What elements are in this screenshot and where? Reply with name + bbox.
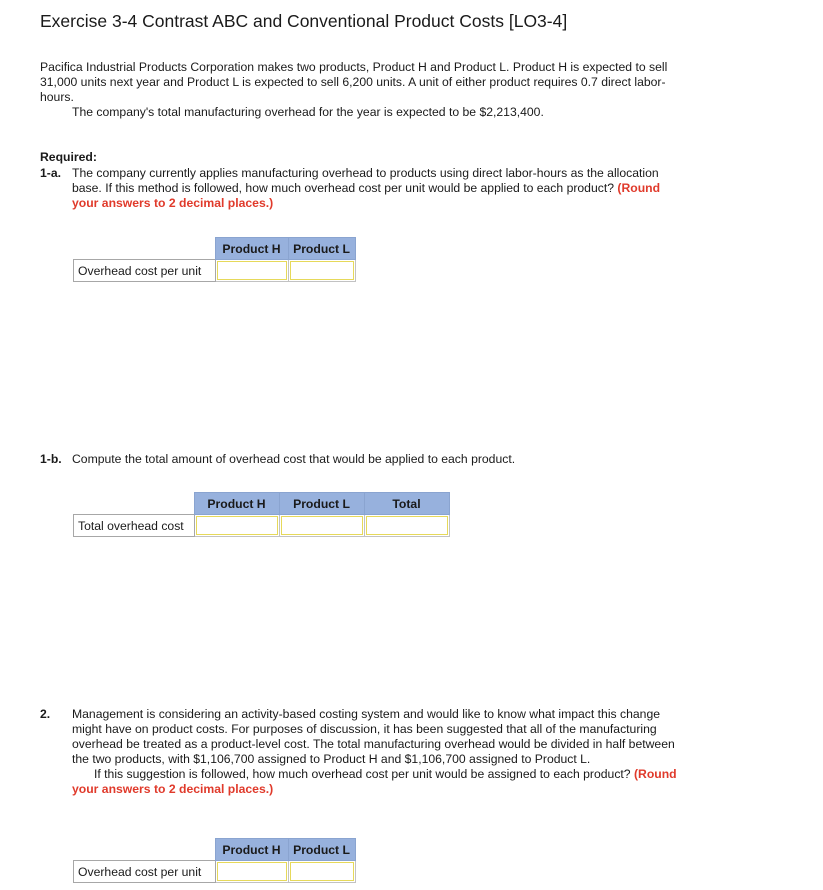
followup-body: If this suggestion is followed, how much overhead cost per unit would be assigned to each product?: [94, 767, 631, 781]
product-l-overhead-input[interactable]: [288, 260, 355, 282]
question-1b: [40, 452, 680, 467]
product-l-abc-overhead-input[interactable]: [288, 861, 355, 883]
column-header: Product L: [288, 839, 355, 861]
required-label: Required:: [40, 150, 97, 164]
product-h-overhead-input[interactable]: [215, 260, 288, 282]
column-header: Total: [364, 493, 449, 515]
total-overhead-input[interactable]: [364, 515, 449, 537]
intro-overhead-text: The company's total manufacturing overhead for the year is expected to be $2,213,400.: [72, 105, 544, 119]
question-number: 2.: [40, 707, 51, 721]
question-body: The company currently applies manufacturing overhead to products using direct labor-hours as the allocation base. If this method is followed, how much overhead cost per unit would be applied to each product?: [72, 166, 659, 195]
column-header: Product H: [194, 493, 279, 515]
product-l-total-input[interactable]: [279, 515, 364, 537]
question-text: Compute the total amount of overhead cost that would be applied to each product.: [72, 452, 516, 466]
answer-table-1a: [73, 237, 356, 282]
product-h-total-input[interactable]: [194, 515, 279, 537]
question-text: [72, 166, 680, 211]
column-header: Product L: [279, 493, 364, 515]
row-label: Total overhead cost: [74, 515, 195, 537]
rounding-note: (Round your answers to 2 decimal places.): [72, 181, 661, 210]
column-header: Product L: [288, 238, 355, 260]
page-title: Exercise 3-4 Contrast ABC and Conventional Product Costs [LO3-4]: [40, 11, 568, 31]
question-1a: [40, 166, 680, 211]
answer-table-1b: [73, 492, 450, 537]
row-label: Overhead cost per unit: [74, 861, 216, 883]
column-header: Product H: [215, 839, 288, 861]
question-2: [40, 707, 680, 797]
answer-table-2: [73, 838, 356, 883]
header-blank: [74, 493, 195, 515]
header-blank: [74, 839, 216, 861]
question-body: Management is considering an activity-based costing system and would like to know what impact this change might have on product costs. For purposes of discussion, it has been suggested that all of the manufacturing overhead be treated as a product-level cost. The total manufacturing overhead would be divided in half between the two products, with $1,106,700 assigned to Product H and $1,106,700 assigned to Product L.: [72, 707, 675, 766]
question-number: 1-a.: [40, 166, 62, 180]
product-h-abc-overhead-input[interactable]: [215, 861, 288, 883]
rounding-note: (Round your answers to 2 decimal places.): [72, 767, 677, 796]
question-followup: [72, 767, 680, 797]
row-label: Overhead cost per unit: [74, 260, 216, 282]
header-blank: [74, 238, 216, 260]
question-number: 1-b.: [40, 452, 62, 466]
question-text: [72, 707, 680, 797]
column-header: Product H: [215, 238, 288, 260]
intro-paragraph: Pacifica Industrial Products Corporation makes two products, Product H and Product L. Product H is expected to sell 31,000 units next year and Product L is expected to sell 6,200 units. A unit of either product requires 0.7 direct labor-hours.: [40, 60, 668, 104]
